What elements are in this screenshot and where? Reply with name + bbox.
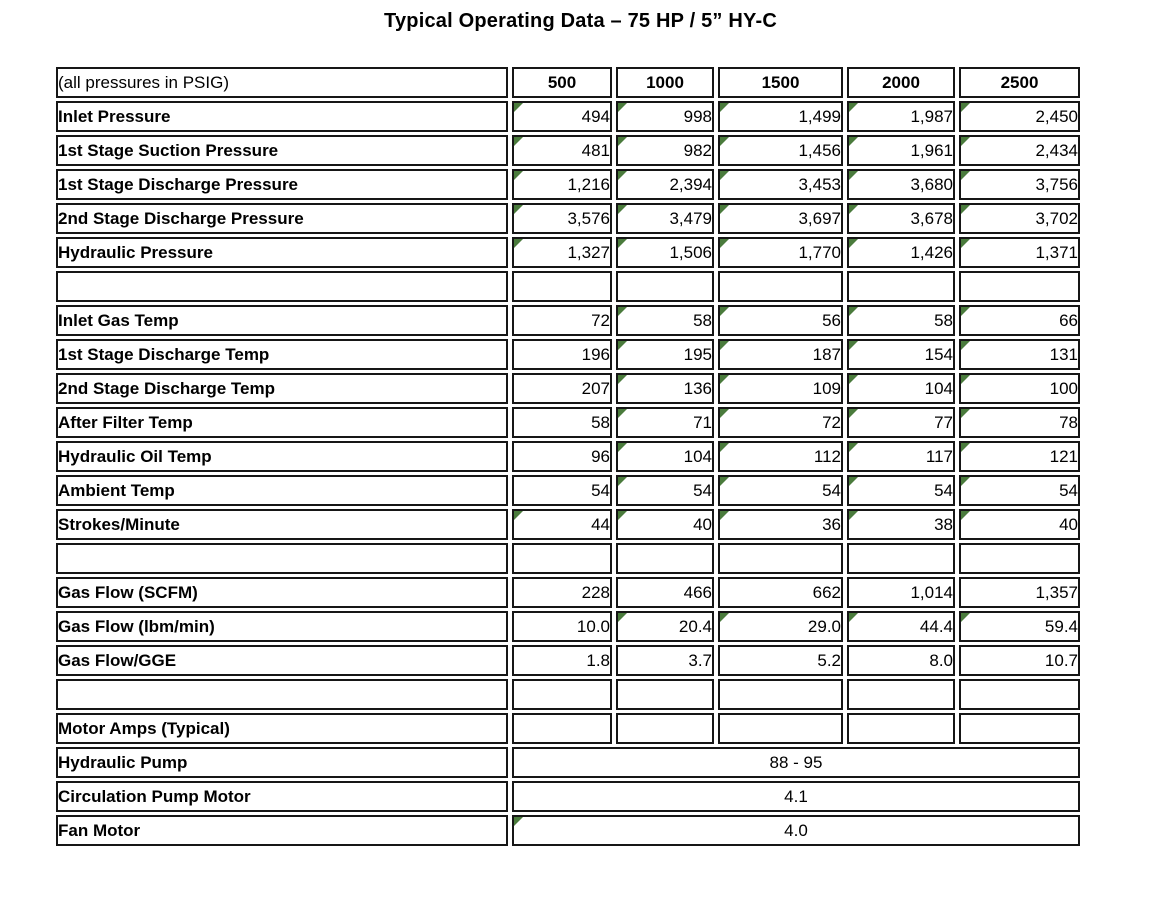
row-label: 2nd Stage Discharge Temp	[56, 373, 508, 404]
comment-marker-icon	[849, 307, 858, 316]
value-cell: 1.8	[512, 645, 612, 676]
row-label: Hydraulic Pump	[56, 747, 508, 778]
comment-marker-icon	[514, 817, 523, 826]
merged-value-cell: 4.0	[512, 815, 1080, 846]
value-cell	[718, 543, 843, 574]
merged-value-cell: 88 - 95	[512, 747, 1080, 778]
value-cell	[959, 713, 1080, 744]
value-cell: 40	[959, 509, 1080, 540]
table-row	[56, 169, 1080, 200]
value-cell: 112	[718, 441, 843, 472]
comment-marker-icon	[720, 205, 729, 214]
comment-marker-icon	[618, 171, 627, 180]
spacer-row	[56, 271, 1080, 302]
column-header-2000: 2000	[847, 67, 955, 98]
comment-marker-icon	[618, 307, 627, 316]
table-row	[56, 373, 1080, 404]
value-cell: 72	[512, 305, 612, 336]
value-cell	[718, 713, 843, 744]
value-cell: 1,499	[718, 101, 843, 132]
value-cell: 1,216	[512, 169, 612, 200]
row-label: Gas Flow/GGE	[56, 645, 508, 676]
row-label: After Filter Temp	[56, 407, 508, 438]
value-cell: 207	[512, 373, 612, 404]
value-cell: 998	[616, 101, 714, 132]
row-label: 1st Stage Suction Pressure	[56, 135, 508, 166]
row-label: 1st Stage Discharge Temp	[56, 339, 508, 370]
value-cell: 3.7	[616, 645, 714, 676]
comment-marker-icon	[849, 205, 858, 214]
value-cell: 982	[616, 135, 714, 166]
table-row	[56, 407, 1080, 438]
comment-marker-icon	[514, 171, 523, 180]
value-cell: 20.4	[616, 611, 714, 642]
value-cell: 131	[959, 339, 1080, 370]
value-cell: 10.0	[512, 611, 612, 642]
value-cell: 3,453	[718, 169, 843, 200]
comment-marker-icon	[849, 103, 858, 112]
value-cell: 662	[718, 577, 843, 608]
comment-marker-icon	[618, 375, 627, 384]
value-cell: 1,770	[718, 237, 843, 268]
comment-marker-icon	[961, 511, 970, 520]
row-label: Inlet Gas Temp	[56, 305, 508, 336]
value-cell: 5.2	[718, 645, 843, 676]
comment-marker-icon	[720, 239, 729, 248]
comment-marker-icon	[849, 341, 858, 350]
value-cell: 121	[959, 441, 1080, 472]
comment-marker-icon	[961, 409, 970, 418]
table-row	[56, 645, 1080, 676]
comment-marker-icon	[849, 613, 858, 622]
table-row	[56, 305, 1080, 336]
value-cell: 36	[718, 509, 843, 540]
comment-marker-icon	[961, 103, 970, 112]
table-row	[56, 781, 1080, 812]
comment-marker-icon	[961, 477, 970, 486]
comment-marker-icon	[720, 137, 729, 146]
comment-marker-icon	[720, 171, 729, 180]
table-row	[56, 577, 1080, 608]
comment-marker-icon	[720, 103, 729, 112]
comment-marker-icon	[720, 613, 729, 622]
value-cell: 8.0	[847, 645, 955, 676]
value-cell: 77	[847, 407, 955, 438]
value-cell: 58	[616, 305, 714, 336]
value-cell: 54	[512, 475, 612, 506]
table-row	[56, 135, 1080, 166]
units-note: (all pressures in PSIG)	[56, 67, 508, 98]
row-label: Hydraulic Oil Temp	[56, 441, 508, 472]
value-cell: 10.7	[959, 645, 1080, 676]
comment-marker-icon	[618, 103, 627, 112]
table-row	[56, 475, 1080, 506]
comment-marker-icon	[720, 443, 729, 452]
value-cell: 1,506	[616, 237, 714, 268]
comment-marker-icon	[720, 307, 729, 316]
comment-marker-icon	[618, 409, 627, 418]
spacer-row	[56, 679, 1080, 710]
value-cell: 466	[616, 577, 714, 608]
row-label: Fan Motor	[56, 815, 508, 846]
comment-marker-icon	[961, 239, 970, 248]
value-cell: 54	[616, 475, 714, 506]
value-cell: 1,357	[959, 577, 1080, 608]
row-label: 2nd Stage Discharge Pressure	[56, 203, 508, 234]
value-cell: 196	[512, 339, 612, 370]
value-cell: 104	[847, 373, 955, 404]
value-cell	[616, 271, 714, 302]
comment-marker-icon	[849, 239, 858, 248]
value-cell	[512, 271, 612, 302]
comment-marker-icon	[720, 477, 729, 486]
value-cell	[847, 713, 955, 744]
value-cell: 44.4	[847, 611, 955, 642]
table-row	[56, 101, 1080, 132]
table-row	[56, 509, 1080, 540]
value-cell: 228	[512, 577, 612, 608]
value-cell: 54	[959, 475, 1080, 506]
value-cell	[959, 543, 1080, 574]
comment-marker-icon	[849, 443, 858, 452]
table-row	[56, 441, 1080, 472]
comment-marker-icon	[514, 511, 523, 520]
value-cell: 3,702	[959, 203, 1080, 234]
value-cell: 54	[847, 475, 955, 506]
row-label: Gas Flow (lbm/min)	[56, 611, 508, 642]
value-cell	[718, 271, 843, 302]
comment-marker-icon	[720, 511, 729, 520]
comment-marker-icon	[618, 477, 627, 486]
value-cell	[847, 679, 955, 710]
table-row	[56, 713, 1080, 744]
comment-marker-icon	[849, 409, 858, 418]
value-cell: 58	[847, 305, 955, 336]
value-cell: 100	[959, 373, 1080, 404]
table-row	[56, 815, 1080, 846]
comment-marker-icon	[961, 613, 970, 622]
comment-marker-icon	[514, 205, 523, 214]
comment-marker-icon	[961, 137, 970, 146]
row-label: Hydraulic Pressure	[56, 237, 508, 268]
value-cell: 117	[847, 441, 955, 472]
page-title: Typical Operating Data – 75 HP / 5” HY-C	[384, 10, 777, 32]
comment-marker-icon	[514, 137, 523, 146]
value-cell: 38	[847, 509, 955, 540]
value-cell: 187	[718, 339, 843, 370]
value-cell	[847, 543, 955, 574]
comment-marker-icon	[849, 511, 858, 520]
comment-marker-icon	[618, 511, 627, 520]
comment-marker-icon	[849, 375, 858, 384]
value-cell	[616, 543, 714, 574]
value-cell	[847, 271, 955, 302]
operating-data-table	[52, 64, 1084, 849]
value-cell	[616, 679, 714, 710]
row-label: Ambient Temp	[56, 475, 508, 506]
comment-marker-icon	[849, 137, 858, 146]
value-cell: 78	[959, 407, 1080, 438]
comment-marker-icon	[618, 613, 627, 622]
comment-marker-icon	[618, 341, 627, 350]
value-cell: 44	[512, 509, 612, 540]
value-cell	[959, 271, 1080, 302]
row-label: Strokes/Minute	[56, 509, 508, 540]
row-label	[56, 679, 508, 710]
comment-marker-icon	[720, 409, 729, 418]
comment-marker-icon	[961, 307, 970, 316]
value-cell: 56	[718, 305, 843, 336]
row-label: Inlet Pressure	[56, 101, 508, 132]
table-row	[56, 339, 1080, 370]
table-row	[56, 747, 1080, 778]
value-cell: 3,680	[847, 169, 955, 200]
comment-marker-icon	[618, 443, 627, 452]
value-cell	[959, 679, 1080, 710]
value-cell: 104	[616, 441, 714, 472]
value-cell: 1,456	[718, 135, 843, 166]
comment-marker-icon	[961, 375, 970, 384]
comment-marker-icon	[961, 171, 970, 180]
comment-marker-icon	[514, 103, 523, 112]
value-cell: 2,450	[959, 101, 1080, 132]
table-row	[56, 237, 1080, 268]
comment-marker-icon	[961, 205, 970, 214]
merged-value-cell: 4.1	[512, 781, 1080, 812]
value-cell: 29.0	[718, 611, 843, 642]
row-label	[56, 271, 508, 302]
table-row	[56, 203, 1080, 234]
value-cell: 3,756	[959, 169, 1080, 200]
value-cell: 96	[512, 441, 612, 472]
value-cell: 54	[718, 475, 843, 506]
comment-marker-icon	[618, 239, 627, 248]
value-cell: 1,426	[847, 237, 955, 268]
value-cell: 3,576	[512, 203, 612, 234]
value-cell: 1,961	[847, 135, 955, 166]
value-cell: 109	[718, 373, 843, 404]
row-label: Motor Amps (Typical)	[56, 713, 508, 744]
comment-marker-icon	[720, 341, 729, 350]
row-label: 1st Stage Discharge Pressure	[56, 169, 508, 200]
column-header-1500: 1500	[718, 67, 843, 98]
column-header-500: 500	[512, 67, 612, 98]
comment-marker-icon	[514, 239, 523, 248]
value-cell: 72	[718, 407, 843, 438]
value-cell: 1,987	[847, 101, 955, 132]
table-body	[56, 101, 1080, 846]
value-cell	[512, 679, 612, 710]
value-cell: 3,479	[616, 203, 714, 234]
value-cell: 481	[512, 135, 612, 166]
column-header-1000: 1000	[616, 67, 714, 98]
comment-marker-icon	[720, 375, 729, 384]
column-header-2500: 2500	[959, 67, 1080, 98]
row-label: Circulation Pump Motor	[56, 781, 508, 812]
value-cell: 71	[616, 407, 714, 438]
comment-marker-icon	[618, 137, 627, 146]
comment-marker-icon	[618, 205, 627, 214]
value-cell: 3,678	[847, 203, 955, 234]
value-cell: 2,394	[616, 169, 714, 200]
value-cell: 66	[959, 305, 1080, 336]
table-row	[56, 611, 1080, 642]
value-cell: 1,371	[959, 237, 1080, 268]
comment-marker-icon	[961, 341, 970, 350]
value-cell: 494	[512, 101, 612, 132]
comment-marker-icon	[961, 443, 970, 452]
value-cell: 195	[616, 339, 714, 370]
row-label	[56, 543, 508, 574]
value-cell: 59.4	[959, 611, 1080, 642]
value-cell: 154	[847, 339, 955, 370]
value-cell	[512, 543, 612, 574]
value-cell: 136	[616, 373, 714, 404]
comment-marker-icon	[849, 171, 858, 180]
header-row	[56, 67, 1080, 98]
value-cell: 1,014	[847, 577, 955, 608]
value-cell: 2,434	[959, 135, 1080, 166]
comment-marker-icon	[849, 477, 858, 486]
row-label: Gas Flow (SCFM)	[56, 577, 508, 608]
value-cell	[616, 713, 714, 744]
value-cell: 3,697	[718, 203, 843, 234]
value-cell: 58	[512, 407, 612, 438]
value-cell	[512, 713, 612, 744]
value-cell	[718, 679, 843, 710]
value-cell: 1,327	[512, 237, 612, 268]
value-cell: 40	[616, 509, 714, 540]
spacer-row	[56, 543, 1080, 574]
